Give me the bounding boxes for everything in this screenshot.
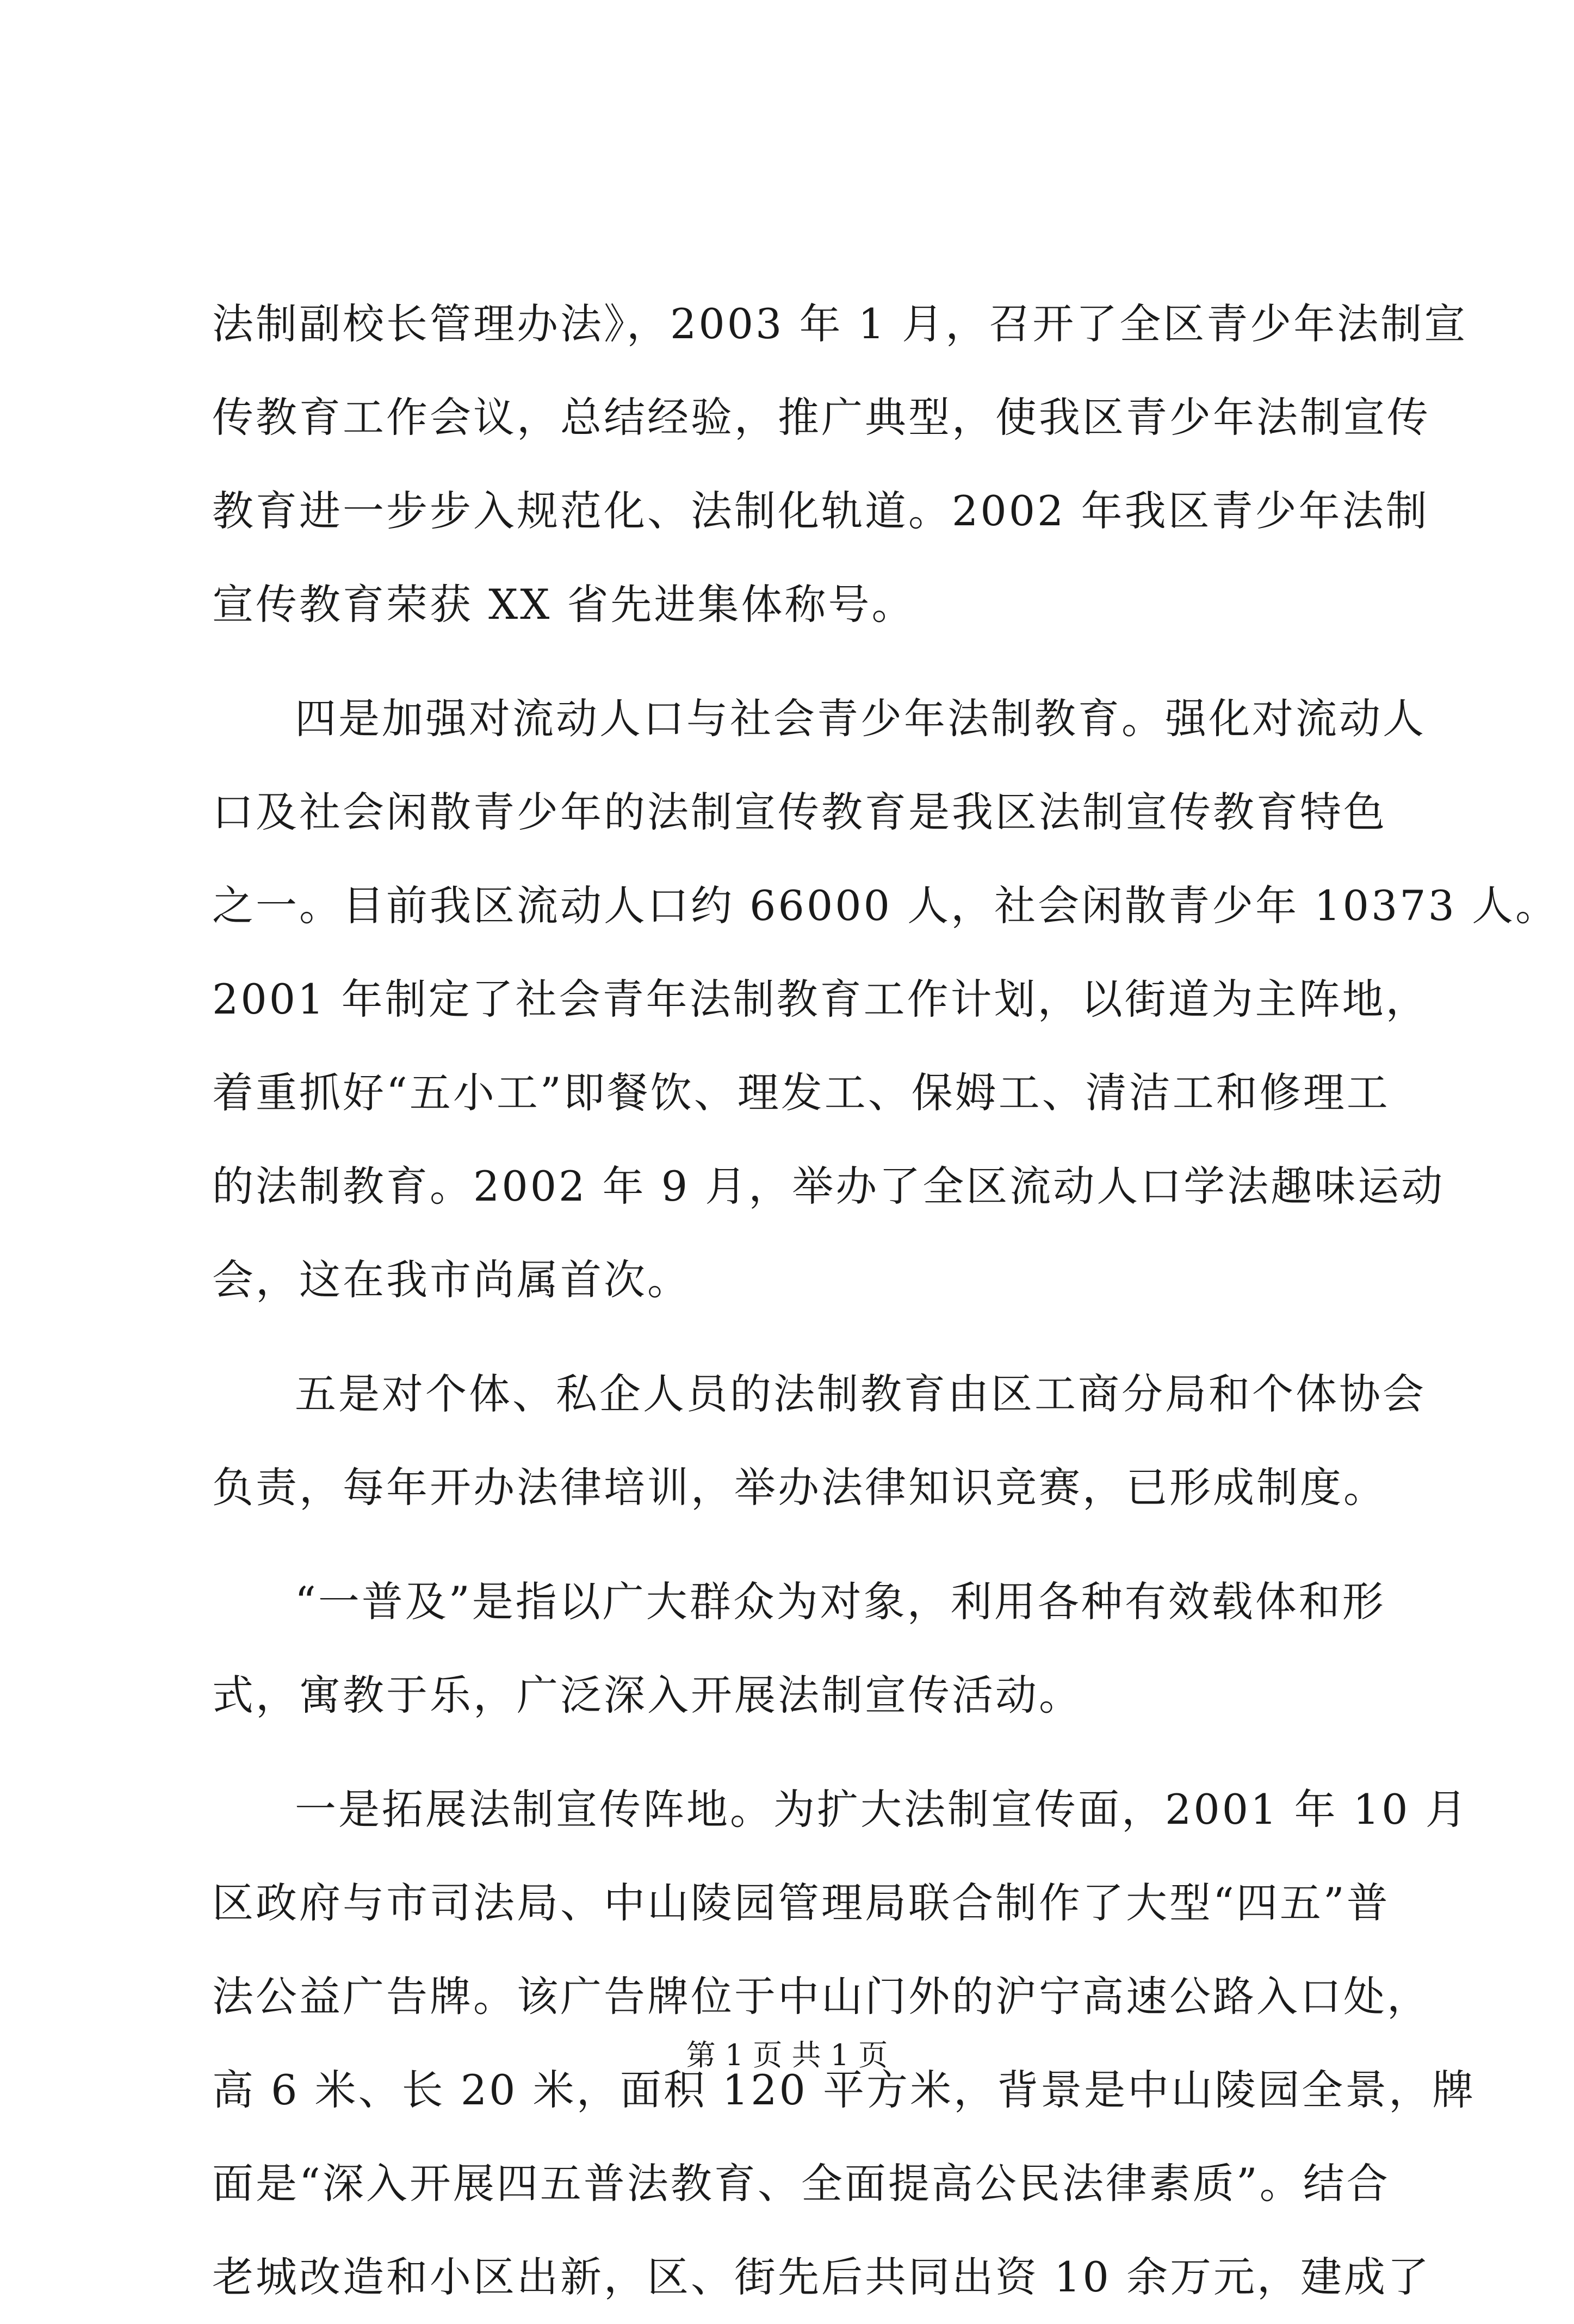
text-line: “一普及”是指以广大群众为对象，利用各种有效载体和形 bbox=[295, 1577, 1386, 1626]
text-line: 老城改造和小区出新，区、街先后共同出资 10 余万元，建成了 bbox=[212, 2253, 1432, 2301]
document-body bbox=[212, 277, 1559, 2324]
text-line: 面是“深入开展四五普法教育、全面提高公民法律素质”。结合 bbox=[212, 2159, 1390, 2208]
text-line: 法公益广告牌。该广告牌位于中山门外的沪宁高速公路入口处， bbox=[212, 1972, 1430, 2021]
text-line: 式，寓教于乐，广泛深入开展法制宣传活动。 bbox=[212, 1671, 1082, 1719]
text-line: 2001 年制定了社会青年法制教育工作计划，以街道为主阵地， bbox=[212, 975, 1429, 1023]
text-line: 区政府与市司法局、中山陵园管理局联合制作了大型“四五”普 bbox=[212, 1879, 1390, 1927]
paragraph bbox=[212, 672, 1559, 1327]
text-line: 一是拓展法制宣传阵地。为扩大法制宣传面，2001 年 10 月 bbox=[295, 1785, 1469, 1834]
text-line: 四是加强对流动人口与社会青少年法制教育。强化对流动人 bbox=[295, 694, 1426, 743]
text-line: 传教育工作会议，总结经验，推广典型，使我区青少年法制宣传 bbox=[212, 393, 1430, 442]
text-line: 高 6 米、长 20 米，面积 120 平方米，背景是中山陵园全景，牌 bbox=[212, 2066, 1476, 2114]
text-line: 的法制教育。2002 年 9 月，举办了全区流动人口学法趣味运动 bbox=[212, 1162, 1445, 1210]
text-line: 之一。目前我区流动人口约 66000 人，社会闲散青少年 10373 人。 bbox=[212, 881, 1559, 930]
text-line: 负责，每年开办法律培训，举办法律知识竞赛，已形成制度。 bbox=[212, 1463, 1387, 1512]
text-line: 五是对个体、私企人员的法制教育由区工商分局和个体协会 bbox=[295, 1370, 1426, 1418]
text-line: 口及社会闲散青少年的法制宣传教育是我区法制宣传教育特色 bbox=[212, 788, 1387, 836]
paragraph bbox=[212, 277, 1468, 651]
text-line: 法制副校长管理办法》，2003 年 1 月，召开了全区青少年法制宣 bbox=[212, 300, 1468, 348]
page-footer bbox=[0, 2034, 1574, 2077]
text-line: 着重抓好“五小工”即餐饮、理发工、保姆工、清洁工和修理工 bbox=[212, 1068, 1390, 1117]
paragraph bbox=[212, 1555, 1386, 1742]
text-line: 教育进一步步入规范化、法制化轨道。2002 年我区青少年法制 bbox=[212, 487, 1429, 535]
text-line: 会，这在我市尚属首次。 bbox=[212, 1256, 691, 1304]
paragraph bbox=[212, 1347, 1426, 1534]
page-number-label: 第 1 页 共 1 页 bbox=[686, 2038, 888, 2072]
text-line: 宣传教育荣获 XX 省先进集体称号。 bbox=[212, 580, 915, 629]
